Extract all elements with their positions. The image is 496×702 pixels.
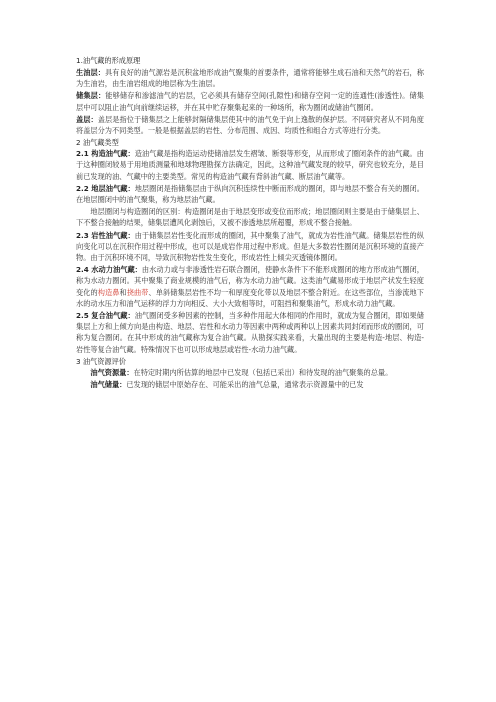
- paragraph-structural-reservoir: [76, 148, 424, 182]
- text-oil-source-layer: 具有良好的油气源岩是沉积盆地形成油气聚集的首要条件，通常将能够生成石油和天然气的岩石，称为生油岩，由生油岩组成的地层称为生油层。: [76, 68, 424, 89]
- text-cap-layer: 盖层是指位于储集层之上能够封隔储集层使其中的油气免于向上逸散的保护层。不同研究者从不同角度将盖层分为不同类型。一般是根据盖层的岩性、分布范围、成因、均质性和组合方式等进行分类。: [76, 114, 424, 136]
- term-reservoir-layer: 储集层：: [76, 91, 106, 101]
- section-1-heading: 1.油气藏的形成原理: [76, 56, 141, 65]
- paragraph-oil-source-layer: [76, 67, 424, 89]
- term-structural-reservoir: 2.1 构造油气藏：: [76, 149, 135, 159]
- paragraph-resource-amount: [76, 367, 424, 378]
- section-3-heading: 3 油气资源评价: [76, 356, 126, 366]
- term-resource-amount: 油气资源量：: [90, 367, 134, 377]
- term-cap-layer: 盖层：: [76, 114, 98, 124]
- paragraph-lithologic-reservoir: [76, 230, 424, 264]
- paragraph-cap-layer: [76, 114, 424, 136]
- document-page: [76, 55, 424, 391]
- text-reservoir-layer: 能够储存和渗滤油气的岩层，它必须具有储存空间(孔隙性)和储存空间一定的连通性(渗透性)。储集层中可以阻止油气向前继续运移，并在其中贮存聚集起来的一种场所，称为圈闭或储油气圈闭。: [76, 91, 424, 112]
- paragraph-trap-difference: 地层圈闭与构造圈闭的区别：构造圈闭是由于地层变形或变位而形成；地层圈闭则主要是由于储集层上、下不整合接触的结果，储集层遭风化剥蚀后，又被不渗透地层所超覆，形成不整合接触。: [76, 207, 424, 228]
- term-hydrodynamic-reservoir: 2.4 水动力油气藏：: [76, 265, 142, 275]
- text-reserves: 已发现的储层中原始存在、可能采出的油气总量，通常表示资源量中的已发: [126, 380, 364, 390]
- term-oil-source-layer: 生油层：: [76, 68, 106, 77]
- text-resource-amount: 在特定时期内所估算的地层中已发现（包括已采出）和待发现的油气聚集的总量。: [133, 367, 393, 377]
- term-reserves: 油气储量：: [90, 380, 127, 390]
- paragraph-reservoir-layer: [76, 90, 424, 112]
- text-hydrodynamic-reservoir-c: 、单斜储集层岩性不均一和厚度变化带以及地层不整合附近。在这些部位，当渗流地下水的动水压力和油气运移的浮力方向相反、大小大致相等时，可阻挡和聚集油气，形成水动力油气藏。: [76, 287, 424, 308]
- term-stratigraphic-reservoir: 2.2 地层油气藏：: [76, 183, 135, 193]
- paragraph-reserves: [76, 379, 424, 390]
- text-stratigraphic-reservoir: 地层圈闭是指储集层由于纵向沉积连续性中断而形成的圈闭，即与地层不整合有关的圈闭。在地层圈闭中的油气聚集，称为地层油气藏。: [76, 183, 424, 205]
- text-structural-reservoir: 造油气藏是指构造运动使储油层发生褶皱、断裂等形变，从而形成了圈闭条件的油气藏。由于这种圈闭较易于用地质测量和地球物理勘探方法确定，因此，这种油气藏发现的较早，研究也较充分，是目前已发现的油、气藏中的主要类型。常见的构造油气藏有背斜油气藏、断层油气藏等。: [76, 149, 424, 181]
- text-lithologic-reservoir: 由于储集层岩性变化而形成的圈闭，其中聚集了油气，就成为岩性油气藏。储集层岩性的纵向变化可以在沉积作用过程中形成，也可以是成岩作用过程中形成。但是大多数岩性圈闭是沉积环境的直接产物。由于沉积环境不同，导致沉积物岩性发生变化，形成岩性上倾尖灭透镜体圈闭。: [76, 230, 424, 263]
- text-hydrodynamic-reservoir-b: 和: [119, 287, 127, 297]
- paragraph-stratigraphic-reservoir: [76, 183, 424, 205]
- term-composite-reservoir: 2.5 复合油气藏：: [76, 311, 135, 321]
- paragraph-composite-reservoir: [76, 310, 424, 355]
- paragraph-hydrodynamic-reservoir: [76, 264, 424, 309]
- text-composite-reservoir: 油气圈闭受多种因素的控制，当多种作用起大体相同的作用时，就成为复合圈闭，即如果储集层上方和上倾方向是由构造、地层、岩性和水动力等因素中两种或两种以上因素共同封闭而形成的圈闭，可称为复合圈闭。在其中形成的油气藏称为复合油气藏。从勘探实践来看，大量出现的主要是构造-地层、构造-岩性等复合油气藏。特殊情况下也可以形成地层或岩性-水动力油气藏。: [76, 311, 424, 354]
- link-structural-nose[interactable]: 构造鼻: [97, 287, 120, 297]
- link-flexure-zone[interactable]: 挠曲带: [126, 287, 149, 297]
- term-lithologic-reservoir: 2.3 岩性油气藏：: [76, 230, 135, 240]
- text-hydrodynamic-reservoir-a: 由水动力或与非渗透性岩石联合圈闭，使静水条件下不能形成圈闭的地方形成油气圈闭，称为水动力圈闭。其中聚集了商业规模的油气后，称为水动力油气藏。这类油气藏易形成于地层产状发生轻度变化的: [76, 265, 424, 297]
- section-2-heading: 2 油气藏类型: [76, 138, 119, 148]
